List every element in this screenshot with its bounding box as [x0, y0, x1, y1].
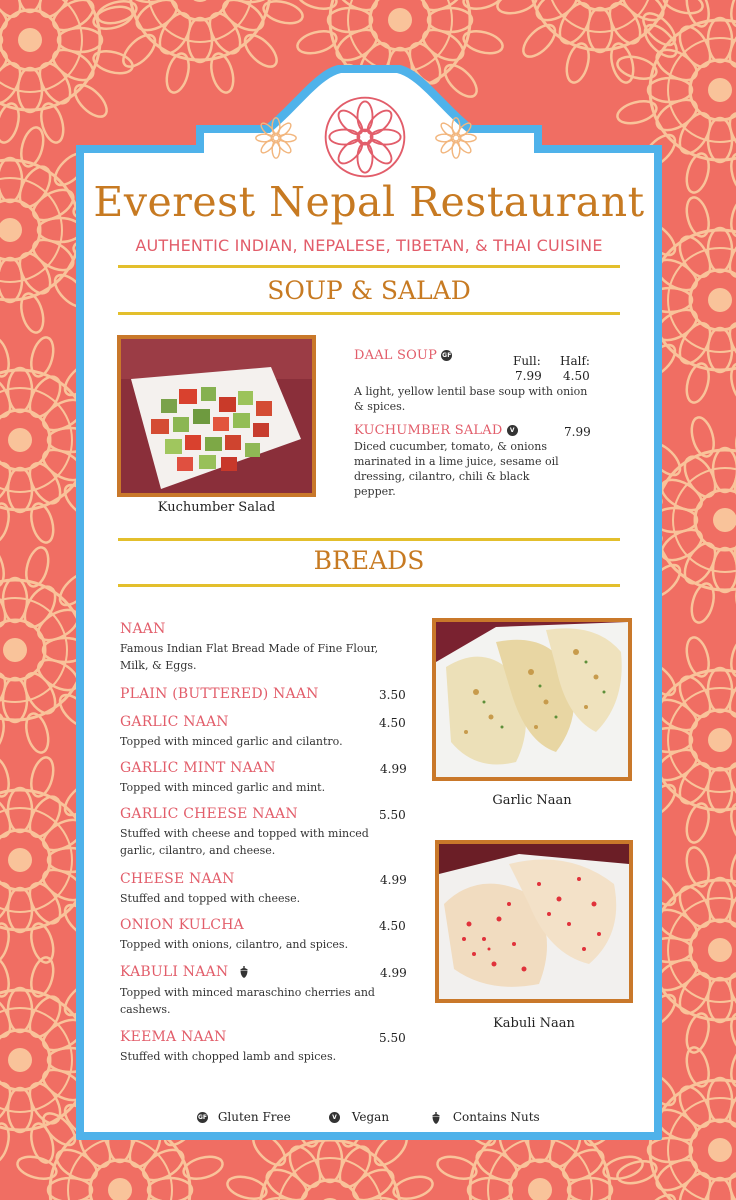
- bread-item-price: 4.50: [379, 716, 406, 730]
- vegan-badge: V: [507, 425, 518, 436]
- bread-item-name: PLAIN (BUTTERED) NAAN: [120, 686, 319, 702]
- acorn-icon: [239, 966, 249, 978]
- naan-description: Famous Indian Flat Bread Made of Fine Flour, Milk, & Eggs.: [120, 642, 379, 672]
- bread-item-price: 4.99: [380, 873, 407, 887]
- daal-half-price: 4.50: [563, 369, 590, 383]
- kuchumber-salad-photo: [117, 335, 316, 497]
- half-label: Half:: [560, 354, 590, 368]
- kuchumber-salad-price: 7.99: [564, 425, 591, 439]
- bread-item-description: Topped with minced garlic and cilantro.: [120, 735, 343, 748]
- kabuli-naan-photo: [435, 840, 633, 1003]
- bread-item-name: GARLIC NAAN: [120, 714, 229, 730]
- bread-item-name: KABULI NAAN: [120, 964, 229, 980]
- small-flower-icon: [432, 114, 480, 162]
- bread-item-description: Stuffed with cheese and topped with minced garlic, cilantro, and cheese.: [120, 827, 369, 857]
- bread-item-name: KEEMA NAAN: [120, 1029, 227, 1045]
- legend-contains-nuts: [431, 1110, 540, 1124]
- section-title-soup-salad: SOUP & SALAD: [267, 276, 471, 305]
- legend-gluten-free-label: Gluten Free: [217, 1110, 291, 1124]
- daal-soup-label: DAAL SOUP: [354, 348, 438, 363]
- kabuli-naan-name: [120, 964, 249, 980]
- gluten-free-badge: GF: [442, 352, 452, 359]
- daal-soup-description: A light, yellow lentil base soup with onion & spices.: [354, 385, 588, 413]
- vegan-badge: V: [329, 1112, 340, 1123]
- daal-soup-name: [354, 348, 452, 363]
- small-flower-icon: [252, 114, 300, 162]
- kuchumber-salad-label: KUCHUMBER SALAD: [354, 423, 503, 438]
- gluten-free-badge: GF: [197, 1114, 208, 1121]
- garlic-naan-caption: Garlic Naan: [492, 793, 572, 808]
- daal-full-price: 7.99: [515, 369, 542, 383]
- kuchumber-salad-name: [354, 423, 518, 438]
- bread-item-price: 4.99: [380, 762, 407, 776]
- garlic-naan-photo: [432, 618, 632, 781]
- bread-item-description: Stuffed with chopped lamb and spices.: [120, 1050, 337, 1063]
- divider: [118, 312, 620, 315]
- legend-vegan: [329, 1110, 389, 1124]
- lotus-icon: [318, 92, 412, 182]
- bread-item-name: GARLIC MINT NAAN: [120, 760, 276, 776]
- bread-item-description: Topped with onions, cilantro, and spices.: [120, 938, 349, 951]
- acorn-icon: [431, 1112, 441, 1124]
- divider: [118, 265, 620, 268]
- bread-item-price: 4.50: [379, 919, 406, 933]
- kuchumber-salad-description: Diced cucumber, tomato, & onions marinated in a lime juice, sesame oil dressing, cilantro, chili & black pepper.: [354, 440, 559, 498]
- bread-item-price: 3.50: [379, 688, 406, 702]
- bread-item-name: ONION KULCHA: [120, 917, 244, 933]
- bread-item-price: 5.50: [379, 808, 406, 822]
- section-title-breads: BREADS: [313, 546, 425, 575]
- bread-item-price: 5.50: [379, 1031, 406, 1045]
- kuchumber-salad-caption: Kuchumber Salad: [157, 500, 276, 515]
- divider: [118, 584, 620, 587]
- bread-item-description: Stuffed and topped with cheese.: [120, 892, 301, 905]
- restaurant-title: Everest Nepal Restaurant: [93, 178, 645, 226]
- legend-vegan-label: Vegan: [351, 1110, 390, 1124]
- bread-item-description: Topped with minced maraschino cherries and cashews.: [120, 986, 375, 1016]
- bread-item-price: 4.99: [380, 966, 407, 980]
- legend-contains-nuts-label: Contains Nuts: [452, 1110, 540, 1124]
- bread-item-name: GARLIC CHEESE NAAN: [120, 806, 298, 822]
- naan-heading: NAAN: [120, 621, 166, 637]
- bread-item-name: CHEESE NAAN: [120, 871, 235, 887]
- cuisine-subtitle: AUTHENTIC INDIAN, NEPALESE, TIBETAN, & THAI CUISINE: [135, 236, 603, 255]
- divider: [118, 538, 620, 541]
- bread-item-description: Topped with minced garlic and mint.: [120, 781, 326, 794]
- legend-gluten-free: [197, 1110, 291, 1124]
- kabuli-naan-caption: Kabuli Naan: [493, 1016, 575, 1031]
- full-label: Full:: [513, 354, 541, 368]
